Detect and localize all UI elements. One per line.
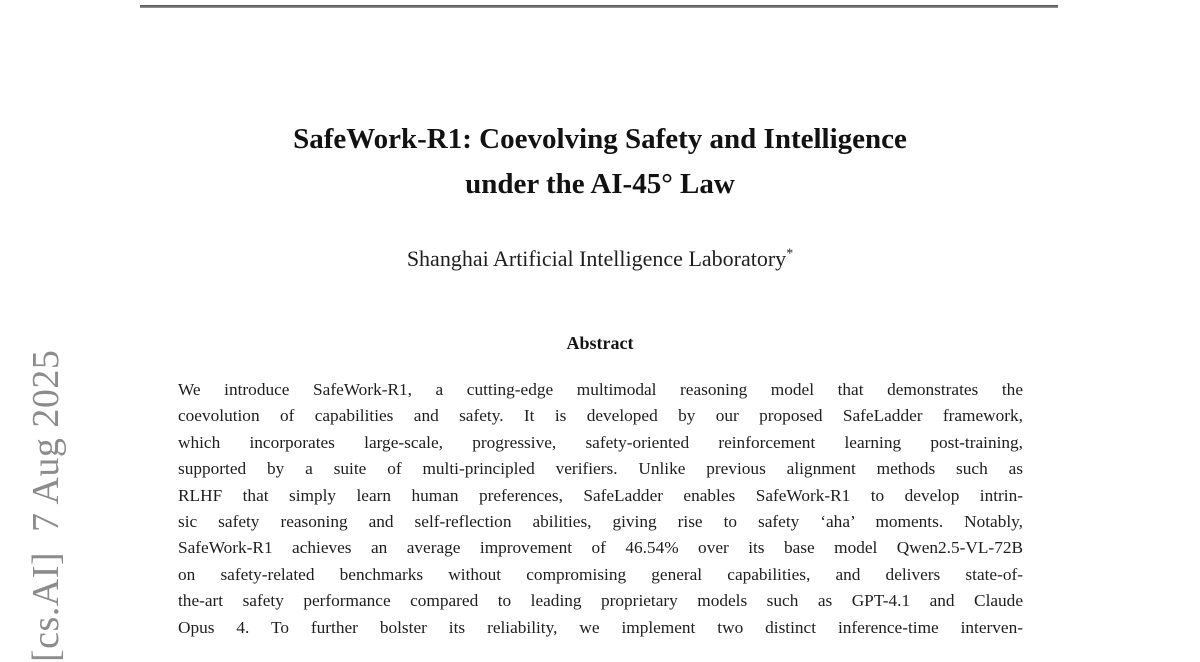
author-footnote-marker: * bbox=[786, 246, 794, 262]
abstract-line: sic safety reasoning and self-reflection abilities, giving rise to safety ‘aha’ moments. Notably, bbox=[178, 512, 1023, 532]
author-name: Shanghai Artificial Intelligence Laboratory bbox=[406, 246, 787, 271]
author-line bbox=[0, 246, 1200, 272]
arxiv-sidebar-stamp: [cs.AI] 7 Aug 2025 bbox=[25, 349, 67, 662]
abstract-heading: Abstract bbox=[566, 333, 634, 353]
abstract-line: SafeWork-R1 achieves an average improvement of 46.54% over its base model Qwen2.5-VL-72B bbox=[178, 538, 1023, 558]
abstract-line: on safety-related benchmarks without compromising general capabilities, and delivers state-of- bbox=[178, 564, 1023, 584]
paper-title bbox=[0, 117, 1200, 207]
abstract-line: which incorporates large-scale, progressive, safety-oriented reinforcement learning post-training, bbox=[178, 432, 1023, 452]
abstract-line: RLHF that simply learn human preferences, SafeLadder enables SafeWork-R1 to develop intrin- bbox=[178, 485, 1023, 505]
paper-title-line-1: SafeWork-R1: Coevolving Safety and Intelligence bbox=[293, 123, 907, 155]
abstract-line: coevolution of capabilities and safety. It is developed by our proposed SafeLadder framework, bbox=[178, 406, 1023, 426]
abstract-line: Opus 4. To further bolster its reliability, we implement two distinct inference-time interven- bbox=[178, 617, 1023, 637]
abstract-line: We introduce SafeWork-R1, a cutting-edge multimodal reasoning model that demonstrates the bbox=[178, 380, 1023, 399]
paper-title-line-2: under the AI-45° Law bbox=[465, 168, 735, 200]
top-rule bbox=[140, 5, 1058, 8]
abstract-line: the-art safety performance compared to leading proprietary models such as GPT-4.1 and Claude bbox=[178, 591, 1023, 611]
abstract-paragraph bbox=[178, 377, 1023, 641]
abstract-line: supported by a suite of multi-principled verifiers. Unlike previous alignment methods such as bbox=[178, 459, 1023, 479]
